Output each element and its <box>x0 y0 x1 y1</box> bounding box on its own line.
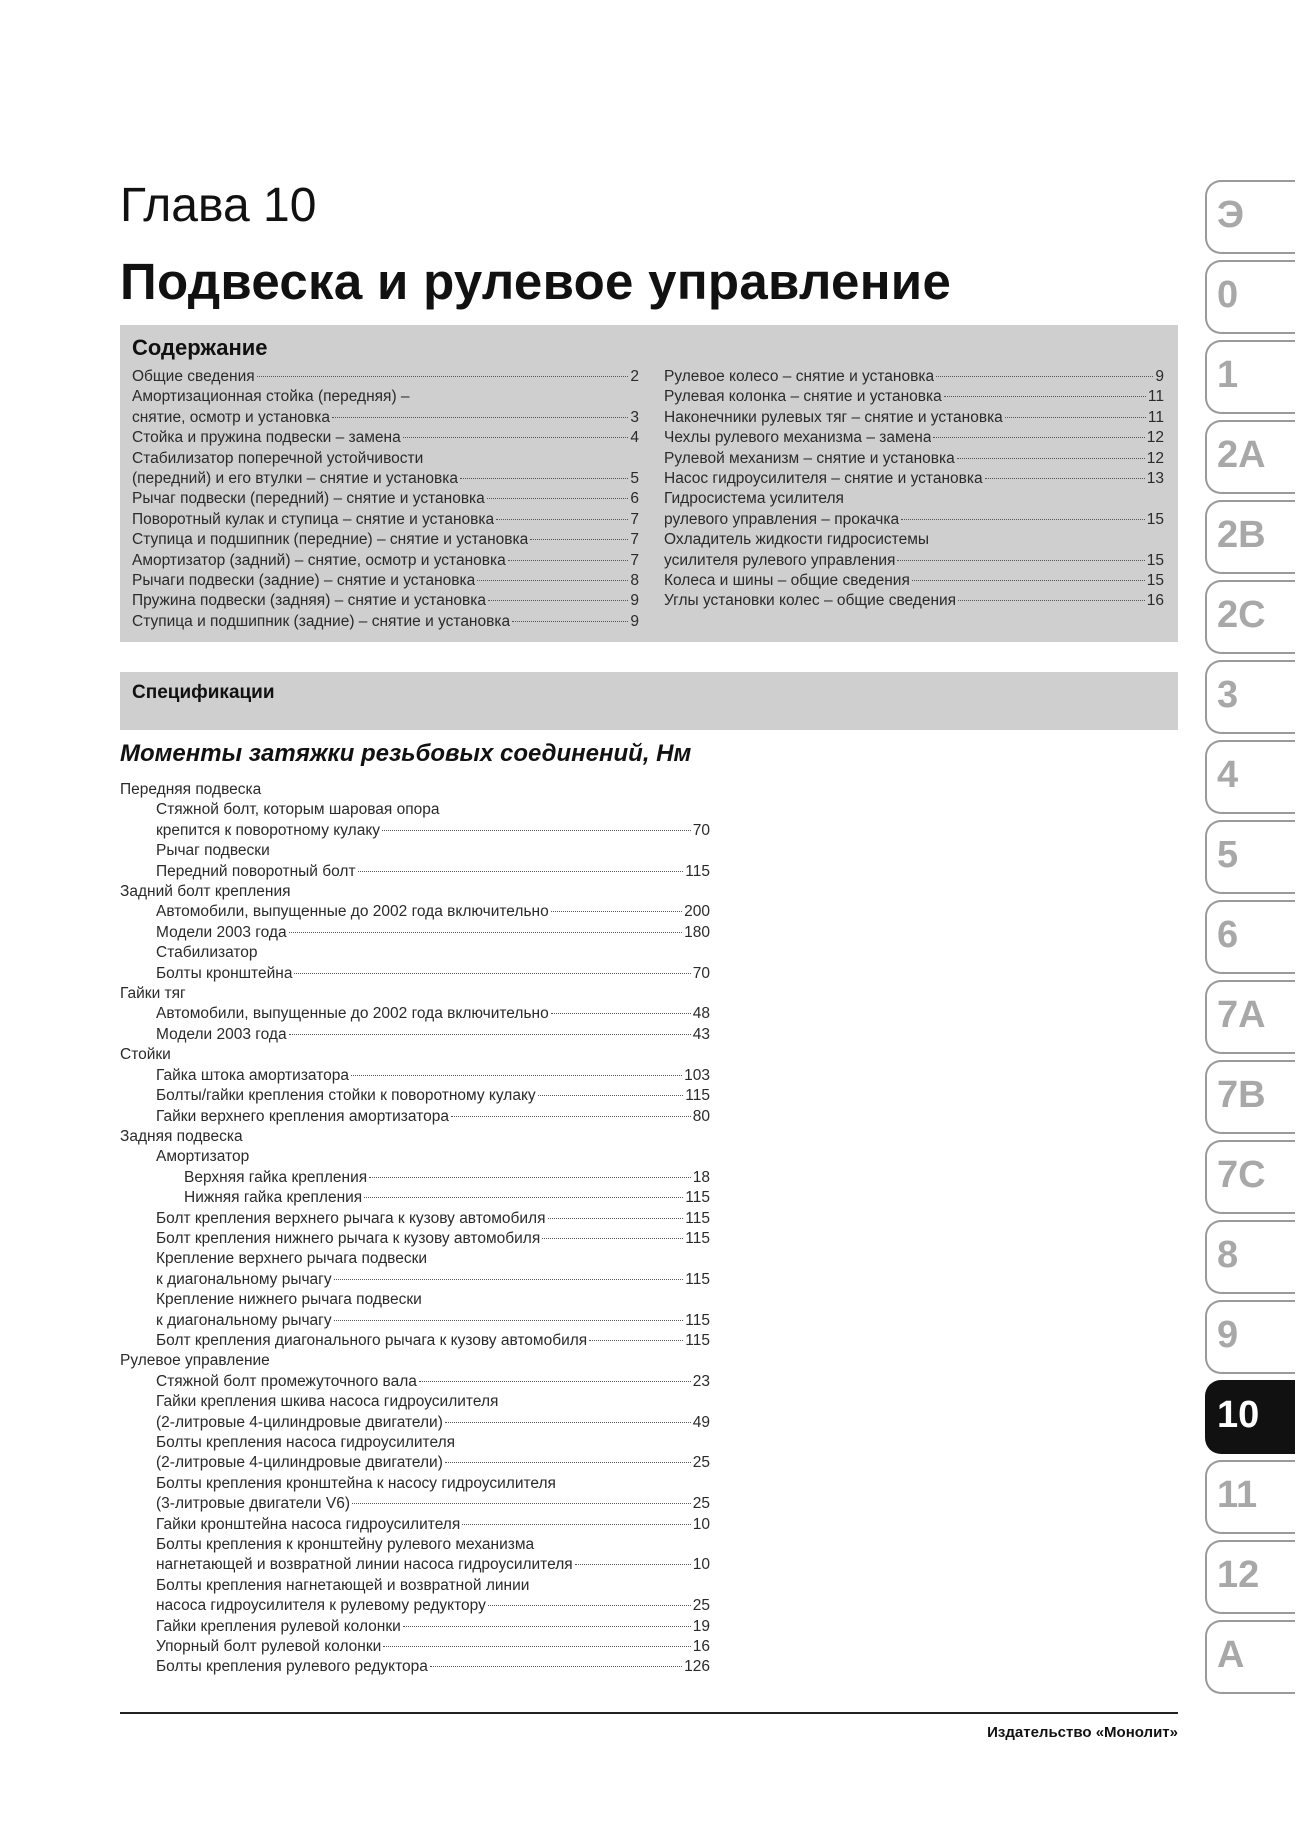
torque-group <box>120 1351 710 1371</box>
toc-entry[interactable] <box>132 469 639 489</box>
toc-entry-text: (передний) и его втулки – снятие и установка <box>132 470 458 488</box>
torque-item-text: Рычаг подвески <box>156 842 270 860</box>
toc-entry-text: Колеса и шины – общие сведения <box>664 572 910 590</box>
torque-item-text: Болт крепления диагонального рычага к кузову автомобиля <box>156 1331 588 1349</box>
specifications-bar <box>120 672 1178 730</box>
toc-entry-page: 12 <box>1146 449 1164 467</box>
toc-entry-page: 16 <box>1146 592 1164 610</box>
chapter-tab-8[interactable] <box>1205 1220 1295 1294</box>
toc-entry[interactable] <box>664 489 1164 509</box>
torque-item <box>120 1290 710 1310</box>
toc-entry-text: Насос гидроусилителя – снятие и установка <box>664 470 983 488</box>
torque-item-text: Гайки крепления рулевой колонки <box>156 1617 401 1635</box>
torque-item-text: Стабилизатор <box>156 944 258 962</box>
torque-item <box>120 1086 710 1106</box>
toc-entry[interactable] <box>664 367 1164 387</box>
contents-right-column <box>664 367 1164 612</box>
torque-value: 115 <box>685 1270 710 1288</box>
torque-item-text: Верхняя гайка крепления <box>184 1168 368 1186</box>
toc-entry[interactable] <box>664 530 1164 550</box>
dot-leader <box>383 1646 690 1647</box>
dot-leader <box>334 1279 684 1280</box>
dot-leader <box>548 1218 684 1219</box>
toc-entry-page: 13 <box>1146 470 1164 488</box>
dot-leader <box>369 1177 691 1178</box>
torque-value: 43 <box>692 1025 710 1043</box>
dot-leader <box>358 871 684 872</box>
torque-item <box>120 1004 710 1024</box>
chapter-tabs <box>1205 180 1300 1700</box>
dot-leader <box>530 539 628 540</box>
toc-entry-page: 15 <box>1146 551 1164 569</box>
torque-item <box>120 1311 710 1331</box>
chapter-tab-2b[interactable] <box>1205 500 1295 574</box>
toc-entry-text: Рулевая колонка – снятие и установка <box>664 388 942 406</box>
toc-entry-text: рулевого управления – прокачка <box>664 510 900 528</box>
toc-entry-page: 7 <box>630 551 639 569</box>
chapter-tab-label: 7C <box>1217 1154 1266 1196</box>
torque-item <box>120 1474 710 1494</box>
torque-group <box>120 882 710 902</box>
publisher: Издательство «Монолит» <box>987 1724 1178 1741</box>
dot-leader <box>551 1013 691 1014</box>
toc-entry[interactable] <box>132 387 639 407</box>
chapter-tab-2a[interactable] <box>1205 420 1295 494</box>
torque-item <box>120 1596 710 1616</box>
chapter-tab-3[interactable] <box>1205 660 1295 734</box>
dot-leader <box>289 1034 691 1035</box>
chapter-tab-2c[interactable] <box>1205 580 1295 654</box>
torque-value: 103 <box>684 1066 710 1084</box>
torque-value: 48 <box>692 1005 710 1023</box>
torque-item-text: Болты крепления к кронштейну рулевого механизма <box>156 1536 535 1554</box>
toc-entry-page: 7 <box>630 531 639 549</box>
torque-item-text: Крепление верхнего рычага подвески <box>156 1250 428 1268</box>
toc-entry-page: 9 <box>1155 368 1164 385</box>
torque-item <box>120 1637 710 1657</box>
dot-leader <box>957 458 1145 459</box>
dot-leader <box>430 1666 682 1667</box>
toc-entry[interactable] <box>132 591 639 611</box>
dot-leader <box>944 396 1146 397</box>
toc-entry-text: Рычаги подвески (задние) – снятие и установка <box>132 572 476 590</box>
chapter-tab-label: 8 <box>1217 1234 1239 1276</box>
toc-entry-text: Ступица и подшипник (передние) – снятие и установка <box>132 531 529 549</box>
toc-entry-text: Стойка и пружина подвески – замена <box>132 429 401 447</box>
toc-entry-page: 8 <box>630 572 639 590</box>
chapter-tab-label: 9 <box>1217 1314 1239 1356</box>
torque-value: 70 <box>692 821 710 839</box>
dot-leader <box>419 1381 691 1382</box>
toc-entry[interactable] <box>664 571 1164 591</box>
chapter-tab-label: 3 <box>1217 674 1239 716</box>
footer-divider <box>120 1712 1178 1714</box>
torque-item-text: насоса гидроусилителя к рулевому редуктору <box>156 1597 486 1615</box>
torque-value: 126 <box>684 1658 710 1676</box>
chapter-tab-7b[interactable] <box>1205 1060 1295 1134</box>
toc-entry[interactable] <box>664 408 1164 428</box>
torque-item-text: Модели 2003 года <box>156 1025 287 1043</box>
chapter-tab-label: A <box>1217 1634 1245 1676</box>
torque-item-text: Передняя подвеска <box>120 781 262 798</box>
torque-value: 25 <box>692 1597 710 1615</box>
torque-value: 49 <box>692 1413 710 1431</box>
chapter-tab-label: 4 <box>1217 754 1239 796</box>
torque-item <box>120 1392 710 1412</box>
torque-item-text: Болты крепления рулевого редуктора <box>156 1658 428 1676</box>
toc-entry-text: Ступица и подшипник (задние) – снятие и установка <box>132 612 511 630</box>
toc-entry-page: 9 <box>630 592 639 610</box>
torque-item <box>120 964 710 984</box>
chapter-tab-10[interactable] <box>1205 1380 1295 1454</box>
torque-item-text: Рулевое управление <box>120 1352 270 1370</box>
toc-entry-text: Поворотный кулак и ступица – снятие и установка <box>132 510 495 528</box>
torque-item-text: к диагональному рычагу <box>156 1311 332 1329</box>
torque-item <box>120 841 710 861</box>
toc-entry-page: 15 <box>1146 510 1164 528</box>
torque-item <box>120 1331 710 1351</box>
toc-entry[interactable] <box>664 387 1164 407</box>
toc-entry[interactable] <box>664 449 1164 469</box>
torque-item <box>120 1209 710 1229</box>
toc-entry-text: Общие сведения <box>132 368 255 385</box>
chapter-number: Глава 10 <box>120 179 317 232</box>
dot-leader <box>542 1238 683 1239</box>
torque-item <box>120 1249 710 1269</box>
torque-item <box>120 1555 710 1575</box>
dot-leader <box>512 621 628 622</box>
toc-entry-page: 9 <box>630 612 639 630</box>
contents-box <box>120 325 1178 642</box>
toc-entry-text: Рычаг подвески (передний) – снятие и установка <box>132 490 485 508</box>
torque-item-text: Модели 2003 года <box>156 923 287 941</box>
dot-leader <box>451 1116 691 1117</box>
torque-item-text: Гайки крепления шкива насоса гидроусилителя <box>156 1393 499 1411</box>
torque-value: 115 <box>685 1331 710 1349</box>
toc-entry-page: 15 <box>1146 572 1164 590</box>
chapter-tab-7c[interactable] <box>1205 1140 1295 1214</box>
torque-item-text: Болты крепления кронштейна к насосу гидроусилителя <box>156 1474 556 1492</box>
chapter-title: Подвеска и рулевое управление <box>120 253 952 310</box>
torque-item <box>120 1188 710 1208</box>
toc-entry-text: усилителя рулевого управления <box>664 551 896 569</box>
torque-value: 70 <box>692 964 710 982</box>
torque-item-text: (2-литровые 4-цилиндровые двигатели) <box>156 1413 443 1431</box>
contents-left-column <box>132 367 639 632</box>
toc-entry[interactable] <box>132 510 639 530</box>
torque-item <box>120 1494 710 1514</box>
dot-leader <box>487 498 629 499</box>
torque-item <box>120 1107 710 1127</box>
toc-entry-page: 11 <box>1147 388 1164 406</box>
toc-entry-text: Охладитель жидкости гидросистемы <box>664 531 930 549</box>
torque-item-text: Гайка штока амортизатора <box>156 1066 349 1084</box>
torque-item-text: Болты крепления насоса гидроусилителя <box>156 1434 456 1451</box>
chapter-tab-label: 5 <box>1217 834 1239 876</box>
dot-leader <box>488 1605 691 1606</box>
torque-item-text: Гайки тяг <box>120 985 186 1003</box>
torque-value: 10 <box>692 1556 710 1574</box>
dot-leader <box>403 1626 691 1627</box>
toc-entry[interactable] <box>132 612 639 632</box>
torque-item-text: Гайки кронштейна насоса гидроусилителя <box>156 1515 461 1533</box>
dot-leader <box>936 376 1153 377</box>
chapter-tab-7a[interactable] <box>1205 980 1295 1054</box>
toc-entry-text: Стабилизатор поперечной устойчивости <box>132 449 424 467</box>
torque-value: 18 <box>692 1168 710 1186</box>
dot-leader <box>985 478 1145 479</box>
toc-entry[interactable] <box>664 551 1164 571</box>
torque-item-text: (2-литровые 4-цилиндровые двигатели) <box>156 1454 443 1472</box>
dot-leader <box>897 560 1144 561</box>
dot-leader <box>477 580 628 581</box>
chapter-tab-label: Э <box>1217 194 1245 236</box>
torque-item <box>120 1066 710 1086</box>
torque-item <box>120 1168 710 1188</box>
chapter-tab-label: 1 <box>1217 354 1239 396</box>
torque-item-text: (3-литровые двигатели V6) <box>156 1495 350 1513</box>
torque-item <box>120 1657 710 1677</box>
torque-value: 25 <box>692 1495 710 1513</box>
torque-item-text: Стойки <box>120 1046 171 1064</box>
torque-item <box>120 1515 710 1535</box>
chapter-tab-6[interactable] <box>1205 900 1295 974</box>
torque-group <box>120 1045 710 1065</box>
torque-item <box>120 1372 710 1392</box>
toc-entry-text: Рулевое колесо – снятие и установка <box>664 368 935 385</box>
chapter-tab-label: 2A <box>1217 434 1266 476</box>
torque-item <box>120 1453 710 1473</box>
torque-item-text: Крепление нижнего рычага подвески <box>156 1291 422 1309</box>
torque-item-text: Задняя подвеска <box>120 1127 243 1145</box>
chapter-tab-label: 11 <box>1217 1474 1258 1516</box>
torque-table <box>120 780 710 1678</box>
chapter-tab-label: 7A <box>1217 994 1266 1036</box>
toc-entry-text: снятие, осмотр и установка <box>132 408 331 426</box>
torque-item <box>120 1413 710 1433</box>
torque-value: 16 <box>692 1638 710 1656</box>
dot-leader <box>445 1462 691 1463</box>
chapter-tab-4[interactable] <box>1205 740 1295 814</box>
torque-item-text: Передний поворотный болт <box>156 862 356 880</box>
chapter-tab-1[interactable] <box>1205 340 1295 414</box>
torque-group <box>120 780 710 800</box>
torque-value: 25 <box>692 1454 710 1472</box>
dot-leader <box>508 560 629 561</box>
toc-entry-page: 3 <box>630 408 639 426</box>
chapter-tab-label: 2C <box>1217 594 1266 636</box>
toc-entry[interactable] <box>132 449 639 469</box>
toc-entry-text: Амортизационная стойка (передняя) – <box>132 388 410 406</box>
toc-entry-text: Углы установки колес – общие сведения <box>664 592 957 610</box>
torque-value: 80 <box>692 1107 710 1125</box>
dot-leader <box>1005 417 1146 418</box>
chapter-tab-э[interactable] <box>1205 180 1295 254</box>
chapter-tab-a[interactable] <box>1205 1620 1295 1694</box>
dot-leader <box>488 600 628 601</box>
torque-value: 115 <box>685 1087 710 1105</box>
dot-leader <box>460 478 628 479</box>
torque-item-text: Болты крепления нагнетающей и возвратной линии <box>156 1576 530 1594</box>
chapter-tab-label: 2B <box>1217 514 1266 556</box>
torque-item-text: Задний болт крепления <box>120 883 291 901</box>
chapter-tab-0[interactable] <box>1205 260 1295 334</box>
toc-entry-text: Чехлы рулевого механизма – замена <box>664 429 932 447</box>
contents-heading: Содержание <box>132 335 268 360</box>
dot-leader <box>334 1320 684 1321</box>
torque-item <box>120 1535 710 1555</box>
torque-item-text: Упорный болт рулевой колонки <box>156 1638 382 1656</box>
torque-item <box>120 1270 710 1290</box>
torque-item <box>120 1617 710 1637</box>
chapter-tab-label: 10 <box>1217 1394 1260 1436</box>
toc-entry-page: 7 <box>630 510 639 528</box>
toc-entry-text: Наконечники рулевых тяг – снятие и установка <box>664 408 1003 426</box>
torque-item-text: Автомобили, выпущенные до 2002 года включительно <box>156 1005 549 1023</box>
toc-entry[interactable] <box>132 428 639 448</box>
torque-item-text: крепится к поворотному кулаку <box>156 821 381 839</box>
dot-leader <box>575 1564 691 1565</box>
torque-item <box>120 902 710 922</box>
toc-entry[interactable] <box>132 551 639 571</box>
torque-item-text: Амортизатор <box>156 1148 250 1166</box>
toc-entry-page: 4 <box>630 429 639 447</box>
dot-leader <box>351 1075 682 1076</box>
torque-value: 23 <box>692 1372 710 1390</box>
chapter-tab-12[interactable] <box>1205 1540 1295 1614</box>
toc-entry[interactable] <box>132 367 639 387</box>
dot-leader <box>589 1340 683 1341</box>
torque-value: 115 <box>685 1209 710 1227</box>
chapter-tab-label: 0 <box>1217 274 1239 316</box>
dot-leader <box>364 1197 683 1198</box>
toc-entry-page: 11 <box>1147 408 1164 426</box>
toc-entry-text: Амортизатор (задний) – снятие, осмотр и установка <box>132 551 506 569</box>
torque-heading: Моменты затяжки резьбовых соединений, Нм <box>120 740 692 767</box>
dot-leader <box>538 1095 684 1096</box>
chapter-tab-11[interactable] <box>1205 1460 1295 1534</box>
torque-item-text: Гайки верхнего крепления амортизатора <box>156 1107 449 1125</box>
torque-value: 180 <box>684 923 710 941</box>
torque-group <box>120 984 710 1004</box>
torque-value: 200 <box>684 903 710 921</box>
dot-leader <box>294 973 690 974</box>
toc-entry[interactable] <box>132 489 639 509</box>
toc-entry[interactable] <box>664 510 1164 530</box>
torque-item <box>120 1433 710 1453</box>
toc-entry-page: 5 <box>630 470 639 488</box>
torque-item-text: Болты кронштейна <box>156 964 293 982</box>
chapter-tab-5[interactable] <box>1205 820 1295 894</box>
torque-item <box>120 800 710 820</box>
dot-leader <box>332 417 628 418</box>
torque-item <box>120 1025 710 1045</box>
toc-entry[interactable] <box>664 428 1164 448</box>
dot-leader <box>551 911 682 912</box>
dot-leader <box>958 600 1145 601</box>
torque-item-text: Болт крепления верхнего рычага к кузову автомобиля <box>156 1209 546 1227</box>
toc-entry-page: 12 <box>1146 429 1164 447</box>
torque-item <box>120 1229 710 1249</box>
dot-leader <box>496 519 628 520</box>
chapter-tab-label: 12 <box>1217 1554 1260 1596</box>
torque-value: 115 <box>685 862 710 880</box>
torque-item-text: нагнетающей и возвратной линии насоса гидроусилителя <box>156 1556 573 1574</box>
toc-entry-text: Рулевой механизм – снятие и установка <box>664 449 955 467</box>
torque-value: 115 <box>685 1189 710 1207</box>
dot-leader <box>933 437 1144 438</box>
chapter-tab-9[interactable] <box>1205 1300 1295 1374</box>
torque-item <box>120 1576 710 1596</box>
torque-item <box>120 1147 710 1167</box>
specifications-heading: Спецификации <box>132 682 275 703</box>
torque-item-text: Болты/гайки крепления стойки к поворотному кулаку <box>156 1087 536 1105</box>
torque-item-text: Нижняя гайка крепления <box>184 1189 363 1207</box>
torque-value: 10 <box>692 1515 710 1533</box>
torque-item-text: Стяжной болт, которым шаровая опора <box>156 801 440 819</box>
torque-value: 115 <box>685 1229 710 1247</box>
torque-item <box>120 943 710 963</box>
toc-entry[interactable] <box>132 408 639 428</box>
torque-value: 19 <box>692 1617 710 1635</box>
dot-leader <box>289 932 683 933</box>
torque-item <box>120 862 710 882</box>
torque-item-text: Автомобили, выпущенные до 2002 года включительно <box>156 903 549 921</box>
toc-entry-page: 6 <box>630 490 639 508</box>
toc-entry-text: Гидросистема усилителя <box>664 490 844 508</box>
dot-leader <box>912 580 1145 581</box>
torque-item-text: к диагональному рычагу <box>156 1270 332 1288</box>
dot-leader <box>462 1524 691 1525</box>
torque-value: 115 <box>685 1311 710 1329</box>
dot-leader <box>445 1422 691 1423</box>
dot-leader <box>403 437 629 438</box>
chapter-tab-label: 6 <box>1217 914 1239 956</box>
chapter-tab-label: 7B <box>1217 1074 1266 1116</box>
dot-leader <box>352 1503 691 1504</box>
torque-item <box>120 923 710 943</box>
toc-entry[interactable] <box>664 591 1164 611</box>
torque-item <box>120 821 710 841</box>
dot-leader <box>257 376 629 377</box>
torque-group <box>120 1127 710 1147</box>
toc-entry[interactable] <box>132 530 639 550</box>
dot-leader <box>382 830 691 831</box>
toc-entry-text: Пружина подвески (задняя) – снятие и установка <box>132 592 486 610</box>
toc-entry-page: 2 <box>630 368 639 385</box>
toc-entry[interactable] <box>664 469 1164 489</box>
toc-entry[interactable] <box>132 571 639 591</box>
dot-leader <box>901 519 1145 520</box>
torque-item-text: Стяжной болт промежуточного вала <box>156 1372 417 1390</box>
torque-item-text: Болт крепления нижнего рычага к кузову автомобиля <box>156 1229 541 1247</box>
